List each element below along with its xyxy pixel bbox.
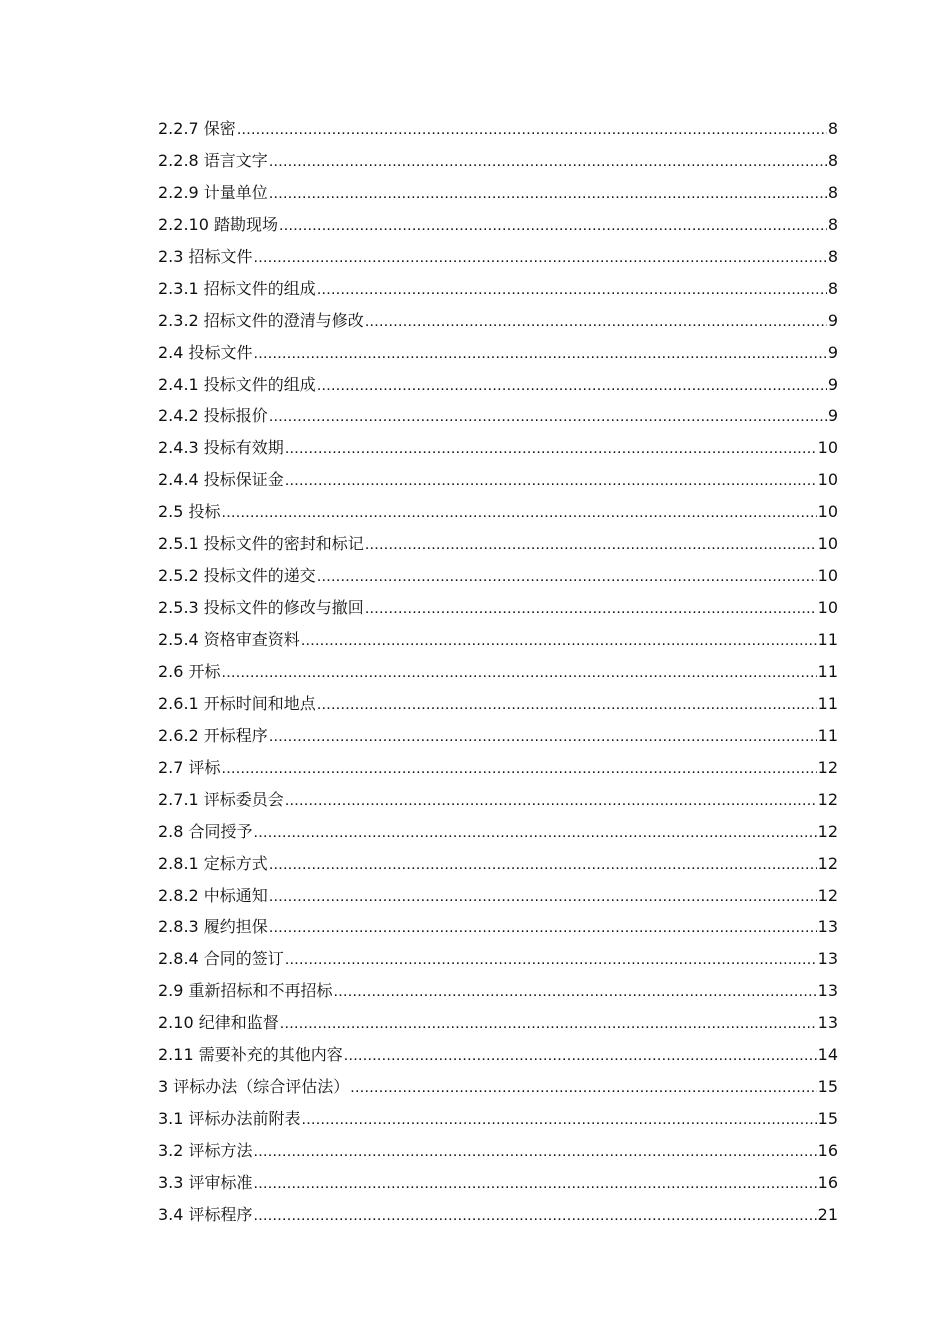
toc-dot-leader [285,944,817,976]
toc-dot-leader [269,912,817,944]
toc-dot-leader [302,1104,817,1136]
toc-page-number: 12 [817,789,838,809]
toc-page-number: 15 [817,1077,838,1097]
toc-page-number: 12 [817,885,838,905]
toc-dot-leader [317,689,817,721]
toc-entry-title: 2.7 评标 [158,757,221,777]
toc-entry-title: 2.4.2 投标报价 [158,406,268,426]
toc-entry-title: 2.6.2 开标程序 [158,725,268,745]
toc-dot-leader [237,114,827,146]
toc-page-number: 10 [817,470,838,490]
toc-entry-title: 2.4.3 投标有效期 [158,438,284,458]
toc-page-number: 9 [827,310,838,330]
toc-entry-title: 2.5.3 投标文件的修改与撤回 [158,598,364,618]
toc-entry[interactable] [158,369,838,401]
toc-page-number: 8 [827,246,838,266]
toc-entry[interactable] [158,720,838,752]
toc-entry[interactable] [158,880,838,912]
toc-entry-title: 2.9 重新招标和不再招标 [158,981,333,1001]
toc-dot-leader [269,146,827,178]
toc-dot-leader [285,785,817,817]
toc-entry[interactable] [158,592,838,624]
toc-dot-leader [254,242,827,274]
toc-entry[interactable] [158,943,838,975]
toc-dot-leader [301,625,817,657]
toc-page-number: 14 [817,1045,838,1065]
toc-entry[interactable] [158,1135,838,1167]
toc-entry[interactable] [158,145,838,177]
toc-page-number: 9 [827,342,838,362]
toc-entry[interactable] [158,432,838,464]
toc-page-number: 8 [827,214,838,234]
toc-entry[interactable] [158,528,838,560]
toc-dot-leader [222,497,817,529]
toc-dot-leader [334,976,817,1008]
toc-dot-leader [254,338,827,370]
toc-entry-title: 2.6.1 开标时间和地点 [158,693,316,713]
toc-entry-title: 2.8.3 履约担保 [158,917,268,937]
toc-entry[interactable] [158,1007,838,1039]
toc-entry-title: 2.8 合同授予 [158,821,253,841]
toc-entry[interactable] [158,177,838,209]
toc-entry[interactable] [158,752,838,784]
toc-dot-leader [285,433,817,465]
toc-entry[interactable] [158,241,838,273]
toc-entry-title: 2.4.4 投标保证金 [158,470,284,490]
toc-dot-leader [222,657,817,689]
toc-dot-leader [269,401,827,433]
toc-entry[interactable] [158,911,838,943]
toc-entry-title: 3.3 评审标准 [158,1172,253,1192]
toc-entry[interactable] [158,496,838,528]
toc-entry[interactable] [158,400,838,432]
toc-entry-title: 2.7.1 评标委员会 [158,789,284,809]
toc-entry[interactable] [158,337,838,369]
toc-page-number: 10 [817,566,838,586]
toc-entry[interactable] [158,1199,838,1231]
toc-entry-title: 2.2.7 保密 [158,119,236,138]
toc-dot-leader [365,306,827,338]
toc-page-number: 9 [827,406,838,426]
toc-page-number: 13 [817,949,838,969]
toc-dot-leader [317,561,817,593]
toc-entry[interactable] [158,113,838,145]
toc-entry[interactable] [158,624,838,656]
toc-entry-title: 2.6 开标 [158,661,221,681]
toc-page-number: 11 [817,630,838,649]
toc-entry[interactable] [158,1167,838,1199]
toc-entry[interactable] [158,305,838,337]
toc-page-number: 10 [817,598,838,618]
toc-entry-title: 2.5.4 资格审查资料 [158,630,300,649]
toc-page-number: 10 [817,534,838,554]
toc-dot-leader [222,753,817,785]
toc-page-number: 10 [817,502,838,522]
toc-page-number: 10 [817,438,838,458]
toc-entry-title: 2.3 招标文件 [158,246,253,266]
toc-dot-leader [317,274,827,306]
toc-entry-title: 2.5.1 投标文件的密封和标记 [158,534,364,554]
toc-entry[interactable] [158,848,838,880]
toc-entry-title: 2.5 投标 [158,502,221,522]
toc-page-number: 11 [817,693,838,713]
toc-entry[interactable] [158,688,838,720]
toc-entry-title: 2.10 纪律和监督 [158,1013,279,1033]
toc-page-number: 21 [817,1204,838,1224]
toc-entry-title: 3 评标办法（综合评估法） [158,1077,350,1097]
toc-dot-leader [365,529,817,561]
toc-dot-leader [254,1168,817,1200]
toc-page-number: 8 [827,150,838,170]
toc-dot-leader [279,210,827,242]
toc-entry-title: 2.2.9 计量单位 [158,182,268,202]
toc-page-number: 9 [827,374,838,394]
toc-dot-leader [365,593,817,625]
toc-entry-title: 2.3.2 招标文件的澄清与修改 [158,310,364,330]
toc-entry[interactable] [158,560,838,592]
toc-entry[interactable] [158,209,838,241]
toc-page-number: 13 [817,1013,838,1033]
toc-dot-leader [317,370,827,402]
toc-entry[interactable] [158,816,838,848]
toc-page-number: 8 [827,182,838,202]
toc-dot-leader [254,817,817,849]
toc-entry-title: 2.11 需要补充的其他内容 [158,1045,343,1065]
toc-dot-leader [285,465,817,497]
toc-entry-title: 3.2 评标方法 [158,1141,253,1160]
toc-page-number: 16 [817,1172,838,1192]
toc-entry[interactable] [158,1071,838,1103]
toc-page-number: 8 [827,278,838,298]
toc-entry[interactable] [158,975,838,1007]
toc-entry[interactable] [158,656,838,688]
toc-dot-leader [350,1072,816,1104]
toc-page-number: 15 [817,1109,838,1129]
toc-entry-title: 3.4 评标程序 [158,1204,253,1224]
toc-dot-leader [280,1008,817,1040]
toc-entry-title: 3.1 评标办法前附表 [158,1109,301,1129]
toc-page-number: 13 [817,981,838,1001]
toc-dot-leader [254,1136,817,1168]
table-of-contents [158,113,838,1231]
toc-page-number: 11 [817,725,838,745]
toc-page-number: 16 [817,1141,838,1160]
toc-entry-title: 2.2.8 语言文字 [158,150,268,170]
toc-dot-leader [269,178,827,210]
toc-dot-leader [269,721,817,753]
toc-page-number: 12 [817,757,838,777]
toc-entry-title: 2.4 投标文件 [158,342,253,362]
toc-entry[interactable] [158,784,838,816]
toc-entry-title: 2.8.2 中标通知 [158,885,268,905]
toc-entry-title: 2.8.1 定标方式 [158,853,268,873]
toc-entry[interactable] [158,464,838,496]
toc-entry[interactable] [158,1039,838,1071]
toc-dot-leader [344,1040,817,1072]
toc-page-number: 12 [817,821,838,841]
toc-page-number: 13 [817,917,838,937]
toc-entry-title: 2.8.4 合同的签订 [158,949,284,969]
toc-entry[interactable] [158,1103,838,1135]
toc-entry-title: 2.5.2 投标文件的递交 [158,566,316,586]
toc-entry-title: 2.2.10 踏勘现场 [158,214,278,234]
toc-page-number: 8 [827,119,838,138]
toc-dot-leader [269,881,817,913]
toc-dot-leader [254,1200,817,1232]
toc-entry-title: 2.3.1 招标文件的组成 [158,278,316,298]
toc-page-number: 11 [817,661,838,681]
toc-dot-leader [269,849,817,881]
toc-page-number: 12 [817,853,838,873]
toc-entry-title: 2.4.1 投标文件的组成 [158,374,316,394]
toc-entry[interactable] [158,273,838,305]
